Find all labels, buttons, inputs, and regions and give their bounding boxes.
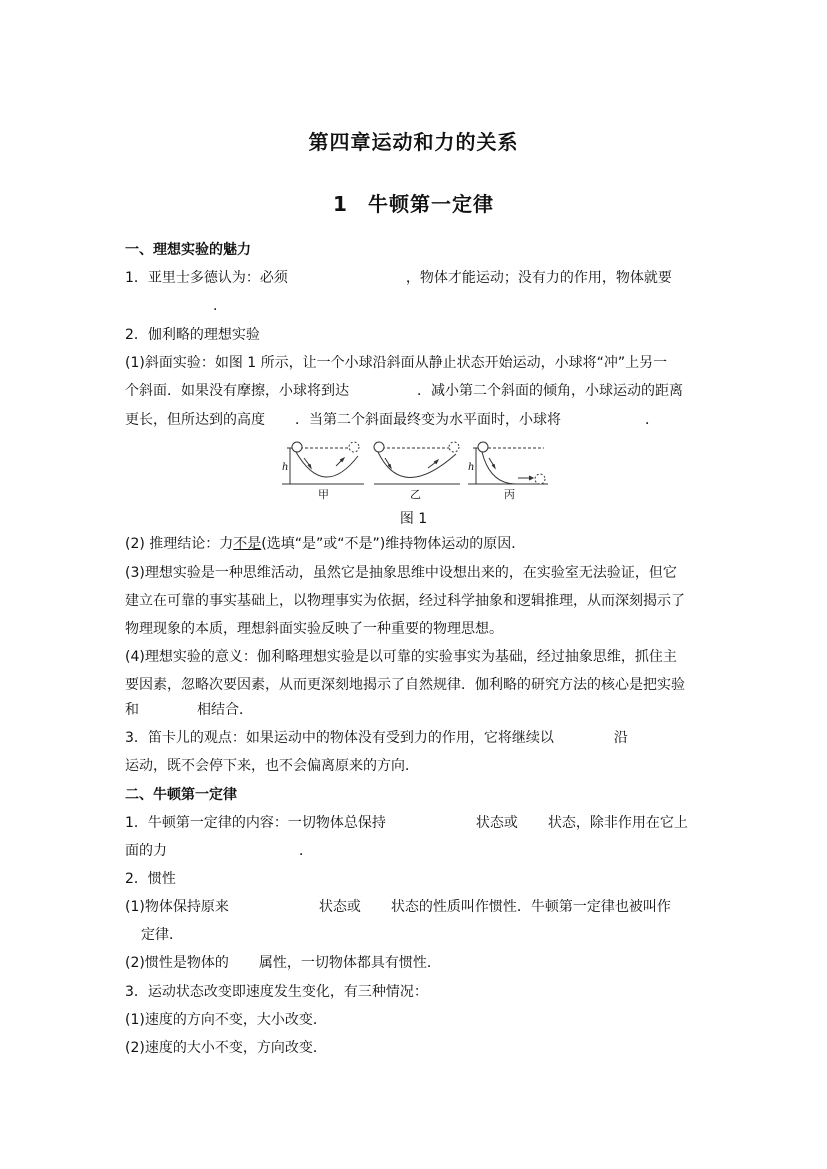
ball <box>292 442 302 452</box>
part1-item2-p1-line3 <box>125 410 705 430</box>
text-span: 状态或 <box>318 899 361 915</box>
part2-item2-p2 <box>125 953 705 973</box>
part1-heading: 一、理想实验的魅力 <box>125 242 251 258</box>
text-span: 1．亚里士多德认为：必须 <box>125 270 288 286</box>
text-span: ．减小第二个斜面的倾角，小球运动的距离 <box>417 383 683 399</box>
ball <box>374 442 384 452</box>
part1-item3-line2: 运动，既不会停下来，也不会偏离原来的方向． <box>125 758 419 774</box>
text-span: 面的力 <box>125 843 167 859</box>
ball <box>478 442 488 452</box>
text-span: 状态或 <box>475 815 518 831</box>
part1-item3-line1 <box>125 728 705 748</box>
label-h: h <box>468 462 475 473</box>
figure-part-jia <box>282 442 364 484</box>
part1-item1-line1 <box>125 268 705 288</box>
text-span: 更长，但所达到的高度 <box>125 412 265 428</box>
label-bing: 丙 <box>504 488 515 501</box>
part2-item2-p1-line1 <box>125 897 705 917</box>
ball-ghost <box>349 442 359 452</box>
text-span: 状态，除非作用在它上 <box>547 815 688 831</box>
part2-heading: 二、牛顿第一定律 <box>125 787 237 803</box>
figure-part-bing <box>468 442 548 484</box>
figure-caption: 图 1 <box>399 511 428 527</box>
figure-1-inclines <box>278 440 550 502</box>
text-span: 沿 <box>613 730 628 746</box>
section-name: 牛顿第一定律 <box>367 192 494 216</box>
text-span: 1．牛顿第一定律的内容：一切物体总保持 <box>125 815 386 831</box>
text-span: 和 <box>125 702 139 718</box>
text-span: 3．笛卡儿的观点：如果运动中的物体没有受到力的作用，它将继续以 <box>125 730 554 746</box>
text-span: (1)物体保持原来 <box>125 899 229 915</box>
text-span: 状态的性质叫作惯性．牛顿第一定律也被叫作 <box>390 899 671 915</box>
ball-ghost <box>449 442 459 452</box>
ball-ghost <box>535 474 545 484</box>
text-span: . <box>213 298 218 314</box>
text-span: (2) 推理结论：力 <box>125 536 234 552</box>
part2-item3-case2: (2)速度的大小不变，方向改变． <box>125 1040 327 1056</box>
part1-item2-p2 <box>125 534 705 554</box>
text-span: ．当第二个斜面最终变为水平面时，小球将 <box>295 412 561 428</box>
part1-item2-p3-line1: (3)理想实验是一种思维活动，虽然它是抽象思维中设想出来的，在实验室无法验证，但它 <box>125 565 677 581</box>
text-span: 相结合． <box>197 702 253 718</box>
figure-part-yi <box>374 442 460 484</box>
text-span: ，物体才能运动；没有力的作用，物体就要 <box>405 270 672 286</box>
part2-item1-line1 <box>125 813 705 833</box>
chapter-title: 第四章运动和力的关系 <box>308 130 519 154</box>
text-span: 属性，一切物体都具有惯性． <box>258 955 441 971</box>
part2-item2-p1-line2 <box>125 925 705 945</box>
text-span: ． <box>299 843 313 859</box>
part1-item2-p1-line1: (1)斜面实验：如图 1 所示，让一个小球沿斜面从静止状态开始运动，小球将“冲”上另一 <box>125 355 668 371</box>
part1-item2-heading: 2．伽利略的理想实验 <box>125 327 260 343</box>
part2-item1-line2 <box>125 841 705 861</box>
part1-item2-p3-line3: 物理现象的本质，理想斜面实验反映了一种重要的物理思想。 <box>125 621 503 637</box>
text-span: (选填“是”或“不是”)维持物体运动的原因． <box>261 536 526 552</box>
section-title <box>0 188 827 217</box>
label-jia: 甲 <box>318 488 329 501</box>
text-span: ． <box>645 412 659 428</box>
part2-item3-case1: (1)速度的方向不变，大小改变． <box>125 1012 327 1028</box>
part1-item2-p3-line2: 建立在可靠的事实基础上，以物理事实为依据，经过科学抽象和逻辑推理，从而深刻揭示了 <box>125 593 685 609</box>
part1-item2-p4-line1: (4)理想实验的意义：伽利略理想实验是以可靠的实验事实为基础，经过抽象思维，抓住主 <box>125 649 677 665</box>
text-span: 定律． <box>141 927 183 943</box>
part1-item2-p4-line2: 要因素，忽略次要因素，从而更深刻地揭示了自然规律．伽利略的研究方法的核心是把实验 <box>125 677 685 693</box>
label-yi: 乙 <box>410 488 421 501</box>
part2-item3-heading: 3．运动状态改变即速度发生变化，有三种情况： <box>125 984 428 1000</box>
part1-item1-line2 <box>125 296 705 316</box>
part2-item2-heading: 2．惯性 <box>125 871 176 887</box>
underlined-answer: 不是 <box>233 536 262 552</box>
text-span: (2)惯性是物体的 <box>125 955 229 971</box>
part1-item2-p4-line3 <box>125 700 705 720</box>
section-number: 1 <box>333 192 348 216</box>
text-span: 个斜面．如果没有摩擦，小球将到达 <box>125 383 349 399</box>
part1-item2-p1-line2 <box>125 381 705 401</box>
label-h: h <box>282 462 289 473</box>
